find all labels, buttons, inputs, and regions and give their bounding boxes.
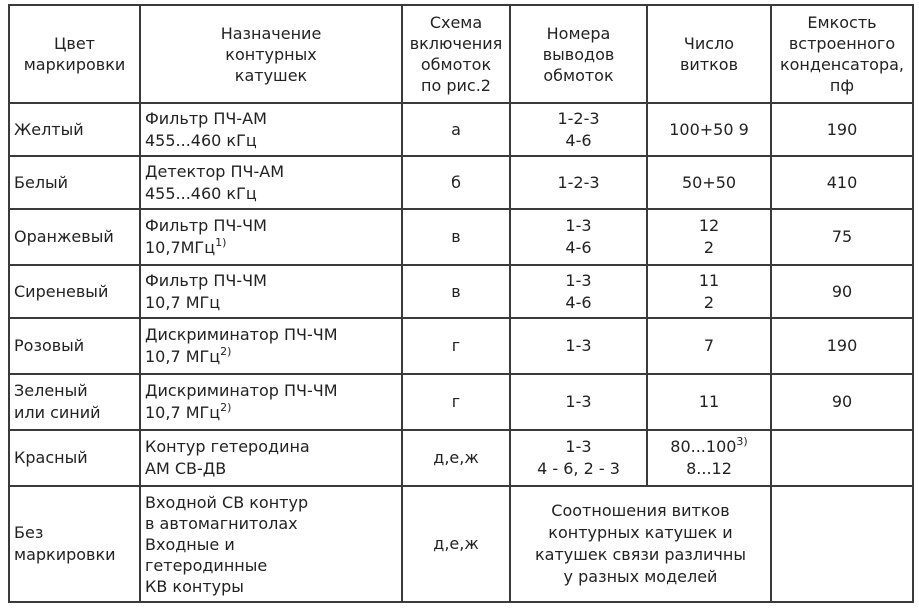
cell-purpose: Дискриминатор ПЧ-ЧМ 10,7 МГц$^{2)}$ xyxy=(140,318,402,374)
cell-note: Соотношения витков контурных катушек и катушек связи различны у разных моделей xyxy=(510,486,771,602)
footnote-marker: 1) xyxy=(215,236,227,249)
header-turns: Число витков xyxy=(647,5,771,103)
cell-color: Белый xyxy=(9,156,140,209)
cell-capacitance xyxy=(771,430,913,486)
cell-capacitance: 190 xyxy=(771,103,913,156)
cell-color: Красный xyxy=(9,430,140,486)
header-capacitance: Емкость встроенного конденсатора, пф xyxy=(771,5,913,103)
header-color: Цвет маркировки xyxy=(9,5,140,103)
table-row xyxy=(9,103,913,156)
footnote-marker: 3) xyxy=(736,435,748,448)
table-row xyxy=(9,318,913,374)
cell-scheme: б xyxy=(402,156,510,209)
cell-turns: 11 xyxy=(647,374,771,430)
table-row xyxy=(9,486,913,602)
cell-turns: 50+50 xyxy=(647,156,771,209)
cell-color: Оранжевый xyxy=(9,209,140,265)
header-row xyxy=(9,5,913,103)
cell-pins: 1-3 4 - 6, 2 - 3 xyxy=(510,430,647,486)
cell-scheme: а xyxy=(402,103,510,156)
header-pins: Номера выводов обмоток xyxy=(510,5,647,103)
cell-purpose: Контур гетеродина АМ СВ-ДВ xyxy=(140,430,402,486)
table-row xyxy=(9,430,913,486)
cell-turns: 12 2 xyxy=(647,209,771,265)
cell-capacitance: 90 xyxy=(771,265,913,318)
cell-capacitance: 90 xyxy=(771,374,913,430)
cell-color: Сиреневый xyxy=(9,265,140,318)
cell-color: Розовый xyxy=(9,318,140,374)
header-scheme: Схема включения обмоток по рис.2 xyxy=(402,5,510,103)
cell-purpose: Фильтр ПЧ-АМ 455...460 кГц xyxy=(140,103,402,156)
cell-purpose: Детектор ПЧ-АМ 455...460 кГц xyxy=(140,156,402,209)
cell-color: Желтый xyxy=(9,103,140,156)
cell-purpose: Фильтр ПЧ-ЧМ 10,7 МГц xyxy=(140,265,402,318)
header-purpose: Назначение контурных катушек xyxy=(140,5,402,103)
cell-purpose: Дискриминатор ПЧ-ЧМ 10,7 МГц$^{2)}$ xyxy=(140,374,402,430)
footnote-marker: 2) xyxy=(220,345,232,358)
cell-turns: 80...100$^{3)}$ 8...12 xyxy=(647,430,771,486)
cell-capacitance: 410 xyxy=(771,156,913,209)
cell-pins: 1-3 xyxy=(510,318,647,374)
cell-turns: 100+50 9 xyxy=(647,103,771,156)
cell-scheme: в xyxy=(402,265,510,318)
table-row xyxy=(9,156,913,209)
cell-capacitance: 190 xyxy=(771,318,913,374)
table-row xyxy=(9,374,913,430)
cell-scheme: г xyxy=(402,374,510,430)
cell-color: Без маркировки xyxy=(9,486,140,602)
cell-turns: 11 2 xyxy=(647,265,771,318)
cell-purpose: Фильтр ПЧ-ЧМ 10,7МГц$^{1)}$ xyxy=(140,209,402,265)
cell-turns: 7 xyxy=(647,318,771,374)
cell-scheme: д,е,ж xyxy=(402,430,510,486)
footnote-marker: 2) xyxy=(220,401,232,414)
cell-color: Зеленый или синий xyxy=(9,374,140,430)
coil-table xyxy=(8,4,914,603)
cell-pins: 1-2-3 xyxy=(510,156,647,209)
cell-pins: 1-3 4-6 xyxy=(510,209,647,265)
cell-scheme: д,е,ж xyxy=(402,486,510,602)
cell-scheme: в xyxy=(402,209,510,265)
table-row xyxy=(9,209,913,265)
cell-pins: 1-3 4-6 xyxy=(510,265,647,318)
cell-pins: 1-3 xyxy=(510,374,647,430)
cell-capacitance xyxy=(771,486,913,602)
cell-pins: 1-2-3 4-6 xyxy=(510,103,647,156)
table-row xyxy=(9,265,913,318)
cell-purpose: Входной СВ контур в автомагнитолах Входные и гетеродинные КВ контуры xyxy=(140,486,402,602)
cell-capacitance: 75 xyxy=(771,209,913,265)
cell-scheme: г xyxy=(402,318,510,374)
